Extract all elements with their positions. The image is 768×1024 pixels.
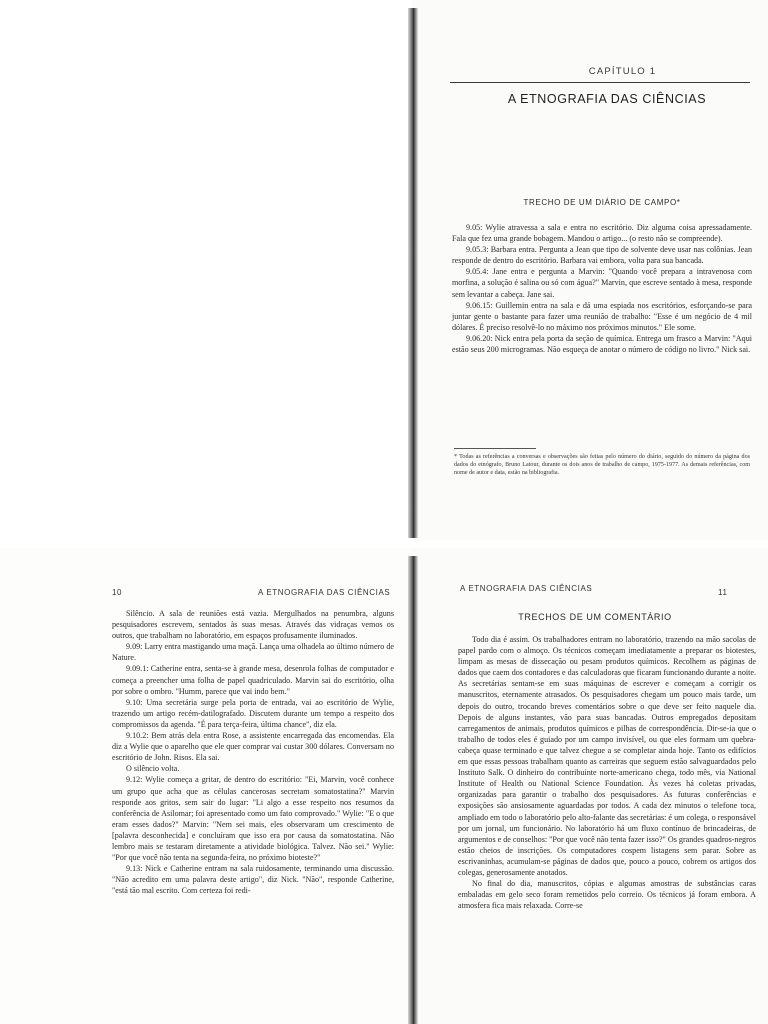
paragraph: Todo dia é assim. Os trabalhadores entram no laboratório, trazendo na mão sacolas de papel pardo com o almoço. Os técnicos começam imediatamente a preparar os biotestes, limpam as mesas de dissecação ou pesam produtos químicos. Recolhem as páginas de dados que caem dos contadores e das calculadoras que ficaram funcionando durante a noite. As secretárias sentam-se em suas máquinas de escrever e começam a corrigir os manuscritos, eternamente atrasados. Os pesquisadores chegam um pouco mais tarde, um depois do outro, trocando breves comentários sobre o que deve ser feito naquele dia. Depois de alguns instantes, vão para suas bancadas. Outros empregados depositam carregamentos de animais, produtos químicos e pilhas de correspondência. Dir-se-ia que o trabalho de todos eles é guiado por um campo invisível, ou que eles formam um quebra-cabeça quase terminado e que talvez chegue a se completar ainda hoje. Tanto os edifícios em que essas pessoas trabalham quanto as carreiras que seguem estão salvaguardados pelo Instituto Salk. O dinheiro do contribuinte norte-americano chega, todo mês, via National Institute of Health ou National Science Foundation. Às vezes há coletas privadas, organizadas para garantir o trabalho dos pesquisadores. As futuras conferências e exposições são ansiosamente aguardadas por todos. A cada dez minutos o telefone toca, ampliado em todo o laboratório pelo alto-falante das secretárias: é um colega, o responsável por um jornal, um funcionário. No laboratório há um fluxo contínuo de brincadeiras, de argumentos e de conselhos: "Por que você não tenta fazer isso?" Os grandes quadros-negros estão cheios de inscrições. Os computadores cospem listagens sem parar. Sobre as escrivaninhas, acumulam-se páginas de dados que, pouco a pouco, cobrem os artigos dos colegas, generosamente anotados. bbox=[458, 635, 756, 877]
paragraph: 9.13: Nick e Catherine entram na sala ruidosamente, terminando uma discussão. "Não acredito em uma palavra deste artigo", diz Nick. "Não", responde Catherine, "está tão mal escrito. Com certeza foi redi- bbox=[112, 864, 394, 896]
footnote-rule bbox=[454, 448, 536, 449]
scan-gap bbox=[0, 540, 768, 548]
paragraph: No final do dia, manuscritos, cópias e algumas amostras de substâncias caras embaladas em gelo seco foram remetidos pelo correio. Os técnicos já foram embora. A atmosfera fica mais relaxada. Corre-se bbox=[458, 879, 756, 911]
paragraph: 9.09: Larry entra mastigando uma maçã. Lança uma olhadela ao último número de Nature. bbox=[112, 642, 394, 663]
page-number: 10 bbox=[112, 588, 123, 597]
paragraph: 9.06.20: Nick entra pela porta da seção de química. Entrega um frasco a Marvin: "Aqui estão seus 200 microgramas. Não esqueça de anotar o número de código no livro." Nick sai. bbox=[452, 333, 752, 355]
comment-section-title: TRECHOS DE UM COMENTÁRIO bbox=[518, 612, 672, 622]
diary-section-title: TRECHO DE UM DIÁRIO DE CAMPO* bbox=[523, 198, 681, 207]
paragraph: 9.06.15: Guillemin entra na sala e dá uma espiada nos escritórios, esforçando-se para juntar gente o bastante para fazer uma reunião de trabalho: "Esse é um negócio de 4 mil dólares. É preciso resolvê-lo no máximo nos próximos minutos." Ele some. bbox=[452, 300, 752, 332]
page-10 bbox=[0, 548, 412, 1024]
diary-text bbox=[452, 222, 752, 355]
paragraph: O silêncio volta. bbox=[126, 764, 180, 774]
page-number: 11 bbox=[718, 588, 728, 597]
body-text bbox=[458, 634, 756, 911]
body-text bbox=[112, 608, 394, 896]
paragraph: 9.12: Wylie começa a gritar, de dentro do escritório: "Ei, Marvin, você conhece um grupo que acha que as células cancerosas secretam somatostatina?" Marvin responde aos gritos, sem sair do lugar: "Li algo a esse respeito nos resumos da conferência de Asilomar; foi apresentado como um fato comprovado." Wylie: "E o que eram esses dados?" Marvin: "Nem sei mais, eles observaram um crescimento de [palavra desconhecida] e concluíram que isso era por causa da somatostatina. Não lembro mais se testaram diretamente a atividade biológica. Talvez. Não sei." Wylie: "Por que você não tenta na segunda-feira, no próximo bioteste?" bbox=[112, 775, 394, 863]
paragraph: 9.05.4: Jane entra e pergunta a Marvin: "Quando você prepara a intravenosa com morfina, a solução é salina ou só com água?" Marvin, que escreve sentado à mesa, responde sem levantar a cabeça. Jane sai. bbox=[452, 267, 752, 299]
chapter-label: CAPÍTULO 1 bbox=[588, 66, 657, 77]
paragraph: 9.10: Uma secretária surge pela porta de entrada, vai ao escritório de Wylie, trazendo um artigo recém-datilografado. Discutem durante um tempo a respeito dos compromissos da agenda. "É para terça-feira, última chance", diz ela. bbox=[112, 697, 394, 729]
running-head: A ETNOGRAFIA DAS CIÊNCIAS bbox=[460, 584, 593, 593]
book-spine-shadow bbox=[408, 8, 418, 538]
paragraph: 9.05: Wylie atravessa a sala e entra no escritório. Diz alguma coisa apressadamente. Fala que fez uma grande bobagem. Mandou o artigo... (o resto não se compreende). bbox=[452, 223, 752, 244]
book-spine-shadow bbox=[408, 556, 418, 1024]
paragraph: 9.10.2: Bem atrás dela entra Rose, a assistente encarregada das encomendas. Ela diz a Wylie que o aparelho que ele quer comprar vai custar 300 dólares. Conversam no escritório de John. Risos. Ela sai. bbox=[112, 731, 394, 763]
blank-page-top-left bbox=[0, 0, 412, 540]
page-11 bbox=[412, 548, 768, 1024]
paragraph: Silêncio. A sala de reuniões está vazia. Mergulhados na penumbra, alguns pesquisadores escrevem, sentados às suas mesas. Através das vidraças vemos os outros, que trabalham no laboratório, em espaços profusamente iluminados. bbox=[112, 609, 394, 641]
footnote: * Todas as referências a conversas e observações são feitas pelo número do diário, seguido do número da página dos dados do etnógrafo, Bruno Latour, durante os dois anos de trabalho de campo, 1975-1977. As demais referências, com nome de autor e data, estão na bibliografia. bbox=[454, 454, 750, 477]
running-head: A ETNOGRAFIA DAS CIÊNCIAS bbox=[258, 588, 391, 597]
paragraph: 9.09.1: Catherine entra, senta-se à grande mesa, desenrola folhas de computador e começa a preencher uma folha de papel quadriculado. Marvin sai do escritório, olha por sobre o ombro. "Humm, parece que vai indo bem." bbox=[112, 664, 394, 696]
chapter-title: A ETNOGRAFIA DAS CIÊNCIAS bbox=[507, 92, 707, 106]
page-chapter-opening bbox=[412, 0, 768, 540]
paragraph: 9.05.3: Barbara entra. Pergunta a Jean que tipo de solvente deve usar nas colônias. Jean responde de dentro do escritório. Barbara vai embora, volta para sua bancada. bbox=[452, 245, 752, 266]
chapter-rule bbox=[450, 82, 750, 83]
